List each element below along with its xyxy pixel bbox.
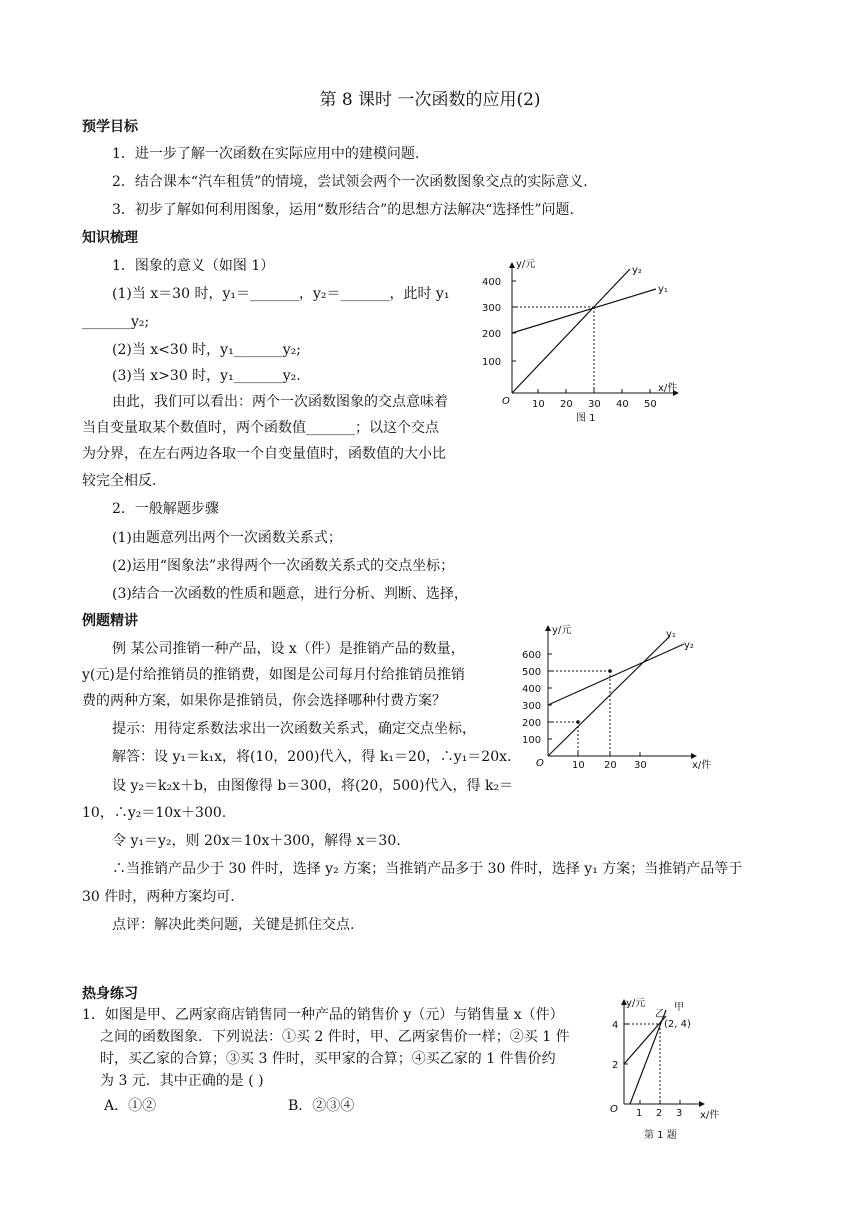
warmup-line: 1．如图是甲、乙两家商店销售同一种产品的销售价 y（元）与销售量 x（件） [82,1007,564,1023]
goals-heading: 预学目标 [82,119,138,135]
knowledge-line: 2．一般解题步骤 [112,501,219,517]
knowledge-heading: 知识梳理 [82,230,138,246]
y-tick-label: 500 [522,667,542,678]
y-axis-label: y/元 [516,259,536,270]
knowledge-line: (2)运用“图象法”求得两个一次函数关系式的交点坐标； [112,558,455,574]
knowledge-line: (1)当 x＝30 时，y₁＝_______，y₂＝_______，此时 y₁ [112,286,450,302]
series-label-y1: y₁ [658,284,668,295]
example-line: 提示：用待定系数法求出一次函数关系式，确定交点坐标， [112,721,476,737]
x-tick-label: 1 [636,1108,643,1119]
figure-caption: 图 1 [576,413,596,424]
x-tick-label: 30 [588,399,601,410]
warmup-line: 时，买乙家的合算；③买 3 件时，买甲家的合算；④买乙家的 1 件售价约 [100,1051,556,1067]
knowledge-line: 1．图象的意义（如图 1） [112,258,275,274]
x-tick-label: 10 [572,760,585,770]
x-axis-label: x/件 [700,1110,720,1121]
knowledge-line: (3)当 x>30 时，y₁_______y₂. [112,368,301,384]
knowledge-line: (3)结合一次函数的性质和题意，进行分析、判断、选择， [112,586,468,602]
example-line: 点评：解决此类问题，关键是抓住交点. [112,917,355,933]
y-tick-label: 100 [482,357,502,368]
origin-label: O [610,1104,618,1115]
line-y2 [548,644,684,705]
example-line: ∴当推销产品少于 30 件时，选择 y₂ 方案；当推销产品多于 30 件时，选择 y₁ 方案；当推销产品等于 [112,861,743,877]
y-axis-label: y/元 [626,998,646,1009]
page-title: 第 8 课时 一次函数的应用(2) [319,90,541,110]
warmup-line: 为 3 元．其中正确的是 ( ) [100,1073,264,1089]
x-tick-label: 30 [634,760,647,770]
choice-a: A．①② [104,1098,157,1114]
x-tick-label: 20 [604,760,617,770]
y-tick-label: 200 [482,329,502,340]
x-tick-label: 3 [676,1108,683,1119]
figure-2-graph [516,620,726,770]
series-label-jia: 甲 [674,1002,684,1013]
series-label-y2: y₂ [632,265,642,276]
y-tick-label: 2 [612,1060,619,1071]
y-tick-label: 200 [522,718,542,729]
example-line: 解答：设 y₁＝k₁x，将(10，200)代入，得 k₁＝20，∴y₁＝20x. [112,749,512,765]
y-tick-label: 300 [482,303,502,314]
goal-item: 1．进一步了解一次函数在实际应用中的建模问题. [112,146,420,162]
example-line: 费的两种方案，如果你是推销员，你会选择哪种付费方案？ [82,693,446,709]
knowledge-line: 当自变量取某个数值时，两个函数值_______；以这个交点 [82,420,439,436]
example-line: 令 y₁＝y₂，则 20x＝10x＋300，解得 x＝30. [112,833,401,849]
knowledge-line: _______y₂; [82,314,150,330]
knowledge-line: 较完全相反. [82,473,157,489]
knowledge-line: (2)当 x<30 时，y₁_______y₂; [112,342,301,358]
figure-caption: 第 1 题 [644,1130,677,1141]
origin-label: O [502,396,510,407]
y-tick-label: 300 [522,701,542,712]
example-line: 例 某公司推销一种产品，设 x（件）是推销产品的数量， [112,641,465,657]
x-axis-label: x/件 [692,760,712,770]
figure-3-graph [600,994,750,1144]
goal-item: 2．结合课本“汽车租赁”的情境，尝试领会两个一次函数图象交点的实际意义. [112,174,588,190]
intersection-label: (2, 4) [664,1019,691,1030]
x-tick-label: 20 [560,399,573,410]
line-y1 [512,289,656,333]
example-line: y(元)是付给推销员的推销费，如图是公司每月付给推销员推销 [82,667,465,683]
y-tick-label: 400 [482,277,502,288]
x-tick-label: 2 [656,1108,663,1119]
figure-1-graph [478,255,698,425]
choice-b: B．②③④ [288,1098,355,1114]
y-tick-label: 4 [612,1020,619,1031]
series-label-yi: 乙 [655,1009,665,1020]
series-label-y2: y₂ [684,640,694,651]
x-tick-label: 40 [616,399,629,410]
series-label-y1: y₁ [666,629,676,640]
x-tick-label: 50 [644,399,657,410]
y-axis-label: y/元 [552,625,572,636]
knowledge-line: 由此，我们可以看出：两个一次函数图象的交点意味着 [112,394,448,410]
line-y2 [512,269,630,393]
warmup-heading: 热身练习 [82,986,138,1002]
origin-label: O [536,758,544,769]
x-tick-label: 10 [532,399,545,410]
example-heading: 例题精讲 [82,613,138,629]
example-line: 30 件时，两种方案均可. [82,889,235,905]
example-line: 10，∴y₂＝10x＋300. [82,805,227,821]
example-line: 设 y₂＝k₂x＋b，由图像得 b＝300，将(20，500)代入，得 k₂＝ [112,778,514,794]
goal-item: 3．初步了解如何利用图象，运用“数形结合”的思想方法解决“选择性”问题. [112,202,574,218]
knowledge-line: 为分界，在左右两边各取一个自变量值时，函数值的大小比 [82,446,446,462]
y-tick-label: 100 [522,735,542,746]
warmup-line: 之间的函数图象．下列说法：①买 2 件时，甲、乙两家售价一样；②买 1 件 [100,1029,570,1045]
line-y1 [548,636,670,756]
x-axis-label: x/件 [658,383,678,394]
y-tick-label: 600 [522,650,542,661]
knowledge-line: (1)由题意列出两个一次函数关系式； [112,530,342,546]
y-tick-label: 400 [522,684,542,695]
